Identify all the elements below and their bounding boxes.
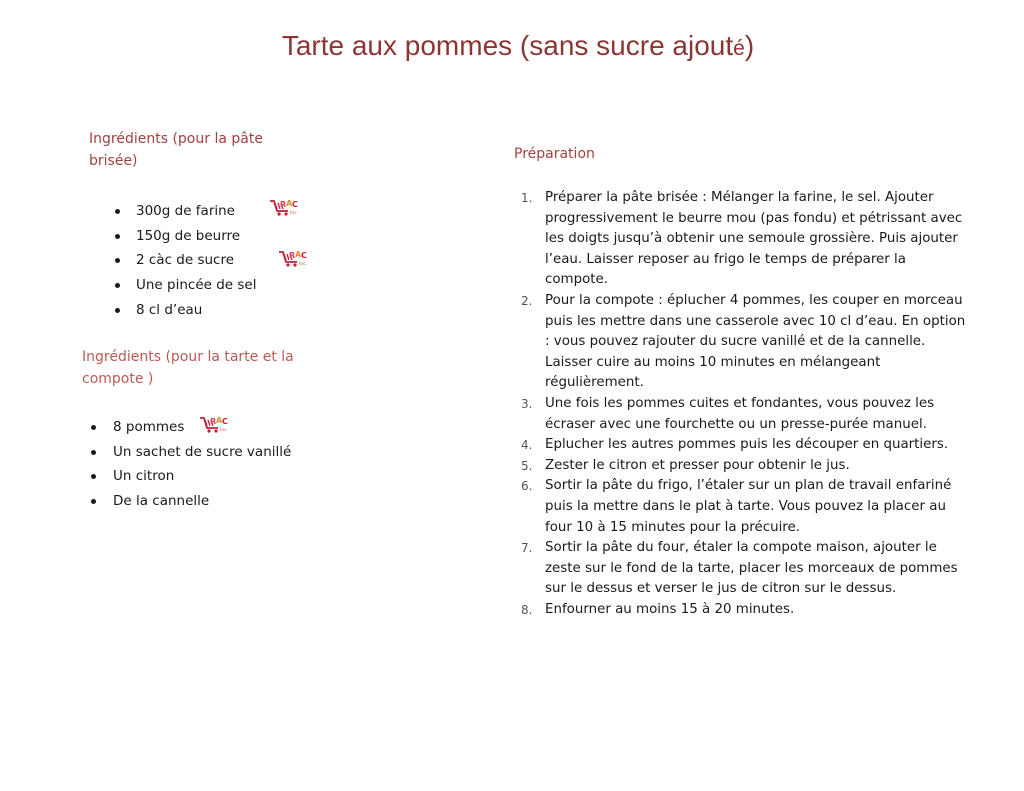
preparation-heading: Préparation	[514, 146, 595, 162]
svg-text:R: R	[280, 200, 287, 209]
ingredient-label: Un citron	[113, 468, 175, 485]
step-number: 1.	[521, 191, 533, 205]
svg-text:C: C	[301, 251, 307, 260]
list-item	[136, 298, 257, 323]
ingredient-label: Un sachet de sucre vanillé	[113, 443, 292, 460]
bullet-icon	[115, 308, 120, 313]
list-item	[113, 440, 291, 465]
step-text: Une fois les pommes cuites et fondantes, vous pouvez les écraser avec une fourchette ou un presse-purée manuel.	[545, 395, 935, 432]
list-item	[113, 464, 291, 489]
step-number: 3.	[521, 396, 533, 411]
ingredient-label: 2 càc de sucre	[136, 252, 235, 269]
svg-text:A: A	[216, 416, 223, 425]
step-text: Sortir la pâte du four, étaler la compote maison, ajouter le zeste sur le fond de la tarte, placer les morceaux de pommes sur le dessus et verser le jus de citron sur le dessus.	[545, 540, 958, 597]
svg-text:Inc.: Inc.	[299, 262, 308, 267]
bullet-icon	[115, 283, 120, 288]
ingredient-label: 300g de farine	[136, 203, 235, 219]
step-text: Sortir la pâte du frigo, l’étaler sur un plan de travail enfariné puis la mettre dans le plat à tarte. Vous pouvez la placer au four 10 à 15 minutes pour la précuire.	[545, 478, 952, 535]
preparation-steps	[521, 188, 970, 620]
vrac-cart-icon	[268, 198, 302, 218]
page-title	[0, 30, 1024, 62]
step-item	[521, 600, 970, 621]
ingredient-label: De la cannelle	[113, 493, 210, 510]
svg-text:R: R	[289, 251, 296, 260]
step-number: 4.	[521, 438, 533, 453]
svg-text:C: C	[222, 417, 228, 426]
list-item	[113, 489, 291, 514]
vrac-cart-icon	[277, 249, 311, 269]
step-text: Préparer la pâte brisée : Mélanger la farine, le sel. Ajouter progressivement le beurre mou (pas fondu) et pétrissant avec les doigts jusqu’à obtenir une semoule grossière. Puis ajouter l’eau. Laisser reposer au frigo le temps de préparer la compote.	[545, 190, 963, 288]
ingredients-tarte-heading: Ingrédients (pour la tarte et la compote )	[82, 349, 294, 387]
svg-text:R: R	[210, 417, 217, 426]
title-main: Tarte aux pommes (sans sucre ajout	[281, 30, 734, 61]
step-item	[521, 188, 970, 291]
step-item	[521, 435, 970, 456]
ingredient-label: 150g de beurre	[136, 227, 241, 244]
list-item	[136, 248, 257, 273]
step-number: 6.	[521, 479, 533, 494]
svg-text:Inc.: Inc.	[290, 211, 299, 216]
ingredient-label: Une pincée de sel	[136, 277, 257, 294]
list-item	[136, 199, 257, 224]
step-number: 2.	[521, 293, 533, 308]
ingredient-label: 8 cl d’eau	[136, 301, 203, 318]
ingredient-label: 8 pommes	[113, 419, 185, 435]
step-item	[521, 394, 970, 435]
svg-text:C: C	[292, 200, 298, 209]
step-number: 5.	[521, 458, 533, 473]
title-end: )	[744, 30, 755, 61]
step-number: 8.	[521, 602, 533, 617]
ingredients-pate-list	[136, 199, 257, 322]
list-item	[136, 273, 257, 298]
bullet-icon	[115, 258, 120, 263]
step-text: Enfourner au moins 15 à 20 minutes.	[545, 601, 795, 617]
bullet-icon	[91, 425, 96, 430]
bullet-icon	[91, 474, 96, 479]
step-item	[521, 456, 970, 477]
svg-text:Inc.: Inc.	[220, 428, 229, 433]
step-item	[521, 538, 970, 600]
step-text: Eplucher les autres pommes puis les découper en quartiers.	[545, 437, 949, 453]
list-item	[136, 224, 257, 249]
title-accent: é	[733, 37, 745, 60]
step-text: Pour la compote : éplucher 4 pommes, les couper en morceau puis les mettre dans une casserole avec 10 cl d’eau. En option : vous pouvez rajouter du sucre vanillé et de la cannelle. Laisser cuire au moins 10 minutes en mélangeant régulièrement.	[545, 292, 966, 391]
bullet-icon	[115, 209, 120, 214]
step-number: 7.	[521, 541, 533, 556]
bullet-icon	[115, 234, 120, 239]
bullet-icon	[91, 450, 96, 455]
step-item	[521, 476, 970, 538]
svg-text:A: A	[286, 199, 293, 208]
svg-text:A: A	[295, 250, 302, 259]
bullet-icon	[91, 499, 96, 504]
vrac-cart-icon	[198, 415, 232, 435]
step-text: Zester le citron et presser pour obtenir le jus.	[545, 457, 850, 473]
ingredients-pate-heading: Ingrédients (pour la pâte brisée)	[89, 131, 263, 169]
step-item	[521, 291, 970, 394]
